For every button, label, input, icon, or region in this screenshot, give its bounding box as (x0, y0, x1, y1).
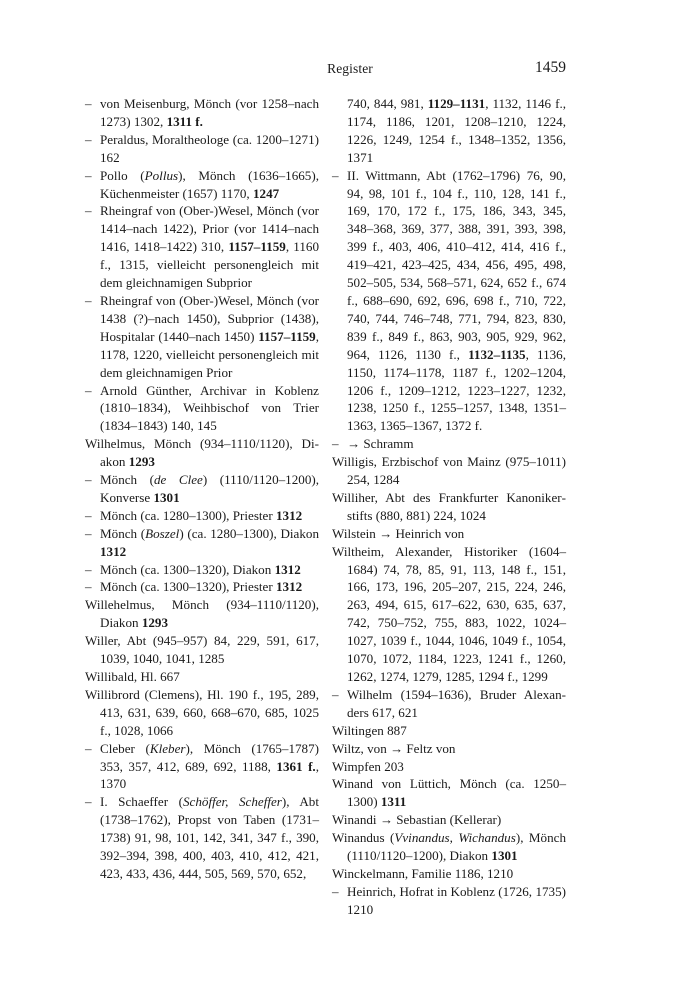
entry-text: ) (1110/1120–1200), Konverse (100, 472, 319, 505)
entry-text: Wilhelm (1594–1636), Bruder Alexanders 617, 621 (347, 686, 566, 720)
entry-text: Mönch (ca. 1300–1320), Priester (100, 579, 276, 595)
index-subentry (332, 686, 566, 722)
running-title: Register (327, 61, 373, 76)
entry-text: ), Mönch (1110/1120–1200), Diakon (347, 830, 566, 864)
page-ref-main: 1293 (141, 615, 169, 631)
entry-text: I. Schaeffer ( (100, 794, 183, 810)
page-ref-main: 1293 (128, 454, 155, 470)
index-subentry (85, 561, 319, 579)
name-variant: de Clee (153, 472, 203, 488)
entry-text: Pollo ( (100, 167, 145, 183)
entry-text: Willigis, Erzbischof von Mainz (975–1011) 254, 1284 (332, 454, 566, 488)
entry-text: Winandus ( (332, 830, 395, 846)
index-subentry (85, 382, 319, 436)
entry-text: Mönch (ca. 1300–1320), Diakon (100, 561, 275, 577)
index-entry (332, 722, 566, 740)
index-subentry (332, 435, 566, 453)
page-ref-main: 1157–1159 (258, 328, 316, 344)
index-entry-continuation (332, 95, 566, 167)
entry-text: , 1370 (100, 758, 319, 792)
entry-text: ), Abt (1738–1762), Propst von Taben (1731–1738) 91, 98, 101, 142, 341, 347 f., 390, 392–394, 398, 400, 403, 410, 412, 421, 423, 433, 436, 444, 505, 569, 570, 652, (100, 794, 319, 881)
index-subentry (85, 131, 319, 167)
entry-text: Winandi → Sebastian (Kellerar) (332, 812, 502, 828)
index-subentry (85, 167, 319, 203)
entry-text: Rheingraf von (Ober-)Wesel, Mönch (vor 1414–nach 1422), Prior (vor 1414–nach 1416, 1418–1422) 310, (100, 203, 319, 255)
index-subentry (85, 507, 319, 525)
entry-text: Wiltingen 887 (332, 722, 407, 738)
index-subentry (85, 525, 319, 561)
page-ref-main: 1247 (252, 185, 280, 201)
index-entry (85, 435, 319, 471)
entry-text: Winckelmann, Familie 1186, 1210 (332, 865, 514, 881)
index-entry (85, 686, 319, 740)
name-variant: Vvinandus, Wichandus (394, 830, 516, 846)
page-ref-main: 1311 f. (166, 113, 203, 129)
index-subentry (85, 202, 319, 292)
index-entry (85, 596, 319, 632)
index-entry (332, 740, 566, 758)
page-ref-main: 1312 (276, 579, 303, 595)
page-ref-main: 1301 (153, 489, 180, 505)
index-subentry (85, 292, 319, 382)
page-ref-main: 1312 (274, 561, 301, 577)
entry-text: Willer, Abt (945–957) 84, 229, 591, 617, 1039, 1040, 1041, 1285 (85, 633, 319, 667)
index-subentry (85, 95, 319, 131)
index-entry (332, 775, 566, 811)
index-subentry (85, 793, 319, 883)
index-subentry (85, 471, 319, 507)
entry-text: , 1178, 1220, vielleicht personengleich mit dem gleichnamigen Prior (100, 328, 319, 380)
page-ref-main: 1157–1159 (228, 239, 286, 255)
entry-text: II. Wittmann, Abt (1762–1796) 76, 90, 94, 98, 101 f., 104 f., 110, 128, 141 f., 169, 170, 172 f., 175, 186, 343, 345, 348–368, 369, 377, 388, 391, 393, 398, 399 f., 403, 406, 410–412, 414, 416 f., 419–421, 423–425, 434, 456, 495, 498, 502–505, 534, 568–571, 624, 652 f., 674 f., 688–690, 692, 696, 698 f., 710, 722, 740, 744, 746–748, 771, 794, 823, 830, 839 f., 849 f., 863, 903, 905, 929, 962, 964, 1126, 1130 f., (347, 167, 566, 362)
entry-text: → Schramm (347, 436, 414, 452)
entry-text: Mönch ( (100, 525, 146, 541)
name-variant: Pollus (144, 167, 179, 183)
index-subentry (332, 883, 566, 919)
entry-text: 740, 844, 981, (347, 96, 428, 111)
index-entry (85, 632, 319, 668)
index-entry (332, 829, 566, 865)
index-entry (85, 668, 319, 686)
entry-text: Arnold Günther, Archivar in Koblenz (1810–1834), Weihbischof von Trier (1834–1843) 140, 145 (100, 382, 319, 434)
entry-text: Heinrich, Hofrat in Koblenz (1726, 1735) 1210 (347, 883, 566, 917)
index-entry (332, 453, 566, 489)
entry-text: ), Mönch (1765–1787) 353, 357, 412, 689, 692, 1188, (100, 740, 319, 774)
entry-text: Wiltz, von → Feltz von (332, 740, 456, 756)
entry-text: ) (ca. 1280–1300), Diakon (179, 525, 320, 541)
index-entry (332, 525, 566, 543)
index-entry (332, 489, 566, 525)
page-ref-main: 1312 (100, 543, 127, 559)
page-ref-main: 1311 (380, 794, 407, 810)
index-subentry (332, 167, 566, 436)
entry-text: , 1132, 1146 f., 1174, 1186, 1201, 1208–1210, 1224, 1226, 1249, 1254 f., 1348–1352, 1356, 1371 (347, 96, 566, 165)
entry-text: von Meisenburg, Mönch (vor 1258–nach 1273) 1302, (100, 96, 319, 129)
page-ref-main: 1129–1131 (427, 96, 486, 111)
entry-text: Peraldus, Moraltheologe (ca. 1200–1271) 162 (100, 131, 319, 165)
page-number: 1459 (535, 59, 566, 76)
entry-text: Wiltheim, Alexander, Historiker (1604–1684) 74, 78, 85, 91, 113, 148 f., 151, 166, 173, 196, 205–207, 215, 224, 246, 263, 494, 615, 617–622, 630, 635, 637, 742, 750–752, 755, 883, 1022, 1024–1027, 1039 f., 1044, 1046, 1049 f., 1054, 1070, 1072, 1184, 1223, 1241 f., 1260, 1262, 1274, 1279, 1285, 1294 f., 1299 (332, 543, 566, 684)
entry-text: Mönch ( (100, 472, 154, 488)
page-ref-main: 1132–1135 (468, 346, 526, 362)
entry-text: , 1160 f., 1315, vielleicht personengleich mit dem gleichnamigen Subprior (100, 239, 320, 291)
entry-text: Winand von Lüttich, Mönch (ca. 1250–1300) (332, 776, 566, 810)
index-entry (332, 811, 566, 829)
entry-text: Mönch (ca. 1280–1300), Priester (100, 507, 276, 523)
entry-text: Willehelmus, Mönch (934–1110/1120), Diakon (85, 597, 319, 631)
entry-text: ), Mönch (1636–1665), Küchenmeister (1657) 1170, (100, 167, 319, 201)
entry-text: Willibrord (Clemens), Hl. 190 f., 195, 289, 413, 631, 639, 660, 668–670, 685, 1025 f., 1028, 1066 (85, 686, 319, 738)
entry-text: , 1136, 1150, 1174–1178, 1187 f., 1202–1204, 1206 f., 1209–1212, 1223–1227, 1232, 1238, 1250 f., 1255–1257, 1348, 1351–1363, 1365–1367, 1372 f. (347, 346, 566, 434)
index-entry (332, 758, 566, 776)
name-variant: Boszel (145, 525, 180, 541)
page-ref-main: 1361 f. (276, 758, 316, 774)
entry-text: Williher, Abt des Frankfurter Kanonikerstifts (880, 881) 224, 1024 (332, 489, 566, 523)
index-entry (332, 543, 566, 686)
name-variant: Kleber (149, 740, 186, 756)
entry-text: Wilstein → Heinrich von (332, 525, 465, 541)
entry-text: Rheingraf von (Ober-)Wesel, Mönch (vor 1438 (?)–nach 1450), Subprior (1438), Hospitalar (1440–nach 1450) (100, 292, 319, 344)
name-variant: Schöffer, Scheffer (183, 794, 282, 810)
entry-text: Wimpfen 203 (332, 758, 404, 774)
entry-text: Willibald, Hl. 667 (85, 669, 180, 684)
index-column-left (85, 95, 319, 883)
entry-text: Wilhelmus, Mönch (934–1110/1120), Diakon (85, 436, 319, 470)
index-subentry (85, 740, 319, 794)
index-column-right (332, 95, 566, 919)
index-entry (332, 865, 566, 883)
page-ref-main: 1301 (491, 848, 518, 864)
page-ref-main: 1312 (276, 507, 303, 523)
index-subentry (85, 578, 319, 596)
entry-text: Cleber ( (100, 740, 150, 756)
